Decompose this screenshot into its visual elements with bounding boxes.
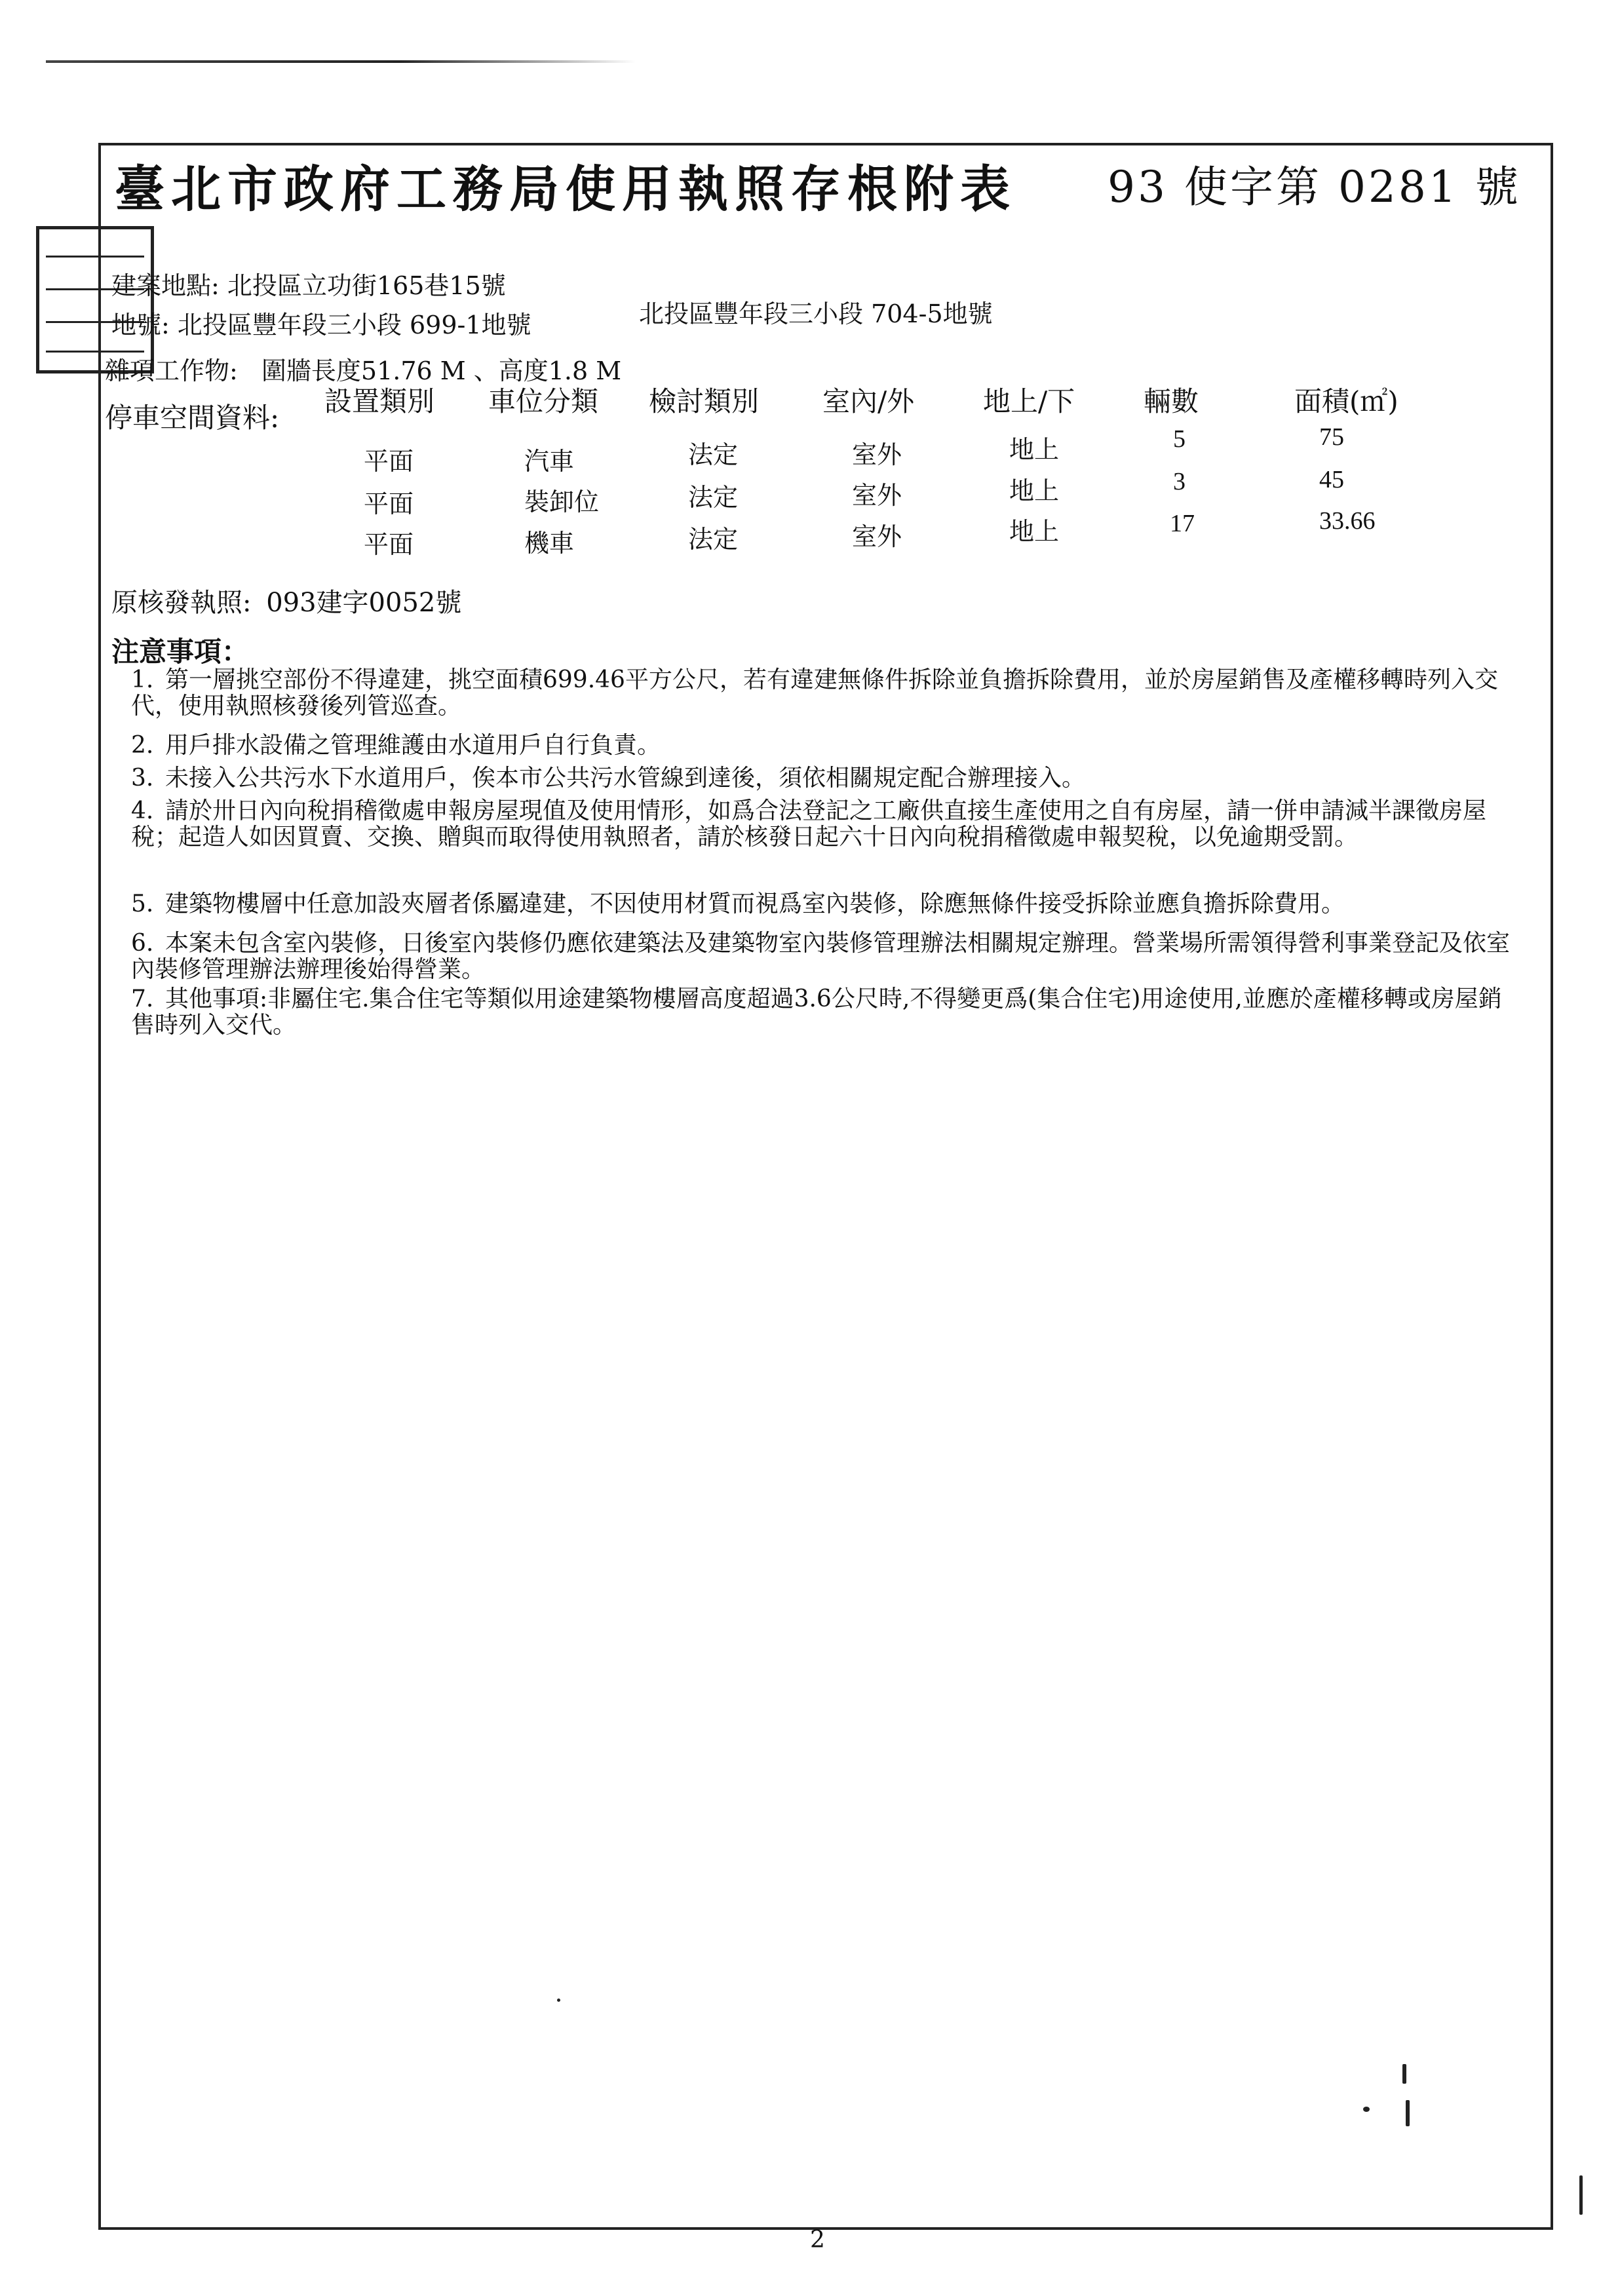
note-text: 未接入公共污水下水道用戶，俟本市公共污水管線到達後，須依相關規定配合辦理接入。 <box>165 765 1086 792</box>
misc-value: 圍牆長度51.76 M 、高度1.8 M <box>261 356 622 385</box>
parking-cell: 裝卸位 <box>524 488 600 516</box>
parking-cell: 平面 <box>364 530 414 559</box>
parking-header-indoor-outdoor: 室內/外 <box>822 385 915 417</box>
parking-cell: 5 <box>1173 425 1186 453</box>
notes-title: 注意事項： <box>111 636 250 668</box>
parking-cell: 3 <box>1173 468 1186 495</box>
parking-cell: 法定 <box>688 483 739 512</box>
parking-cell: 室外 <box>852 522 902 551</box>
note-item <box>131 930 1514 983</box>
scan-speck <box>1579 2175 1583 2215</box>
scan-speck <box>1406 2100 1410 2126</box>
original-permit-value: 093建字0052號 <box>266 588 462 618</box>
note-text: 建築物樓層中任意加設夾層者係屬違建，不因使用材質而視爲室內裝修，除應無條件接受拆除並應負擔拆除費用。 <box>165 890 1345 917</box>
scan-speck <box>557 1999 560 2002</box>
parking-header-review: 檢討類別 <box>649 385 760 417</box>
parking-cell: 平面 <box>364 447 414 476</box>
parking-cell: 17 <box>1170 510 1195 537</box>
parking-cell: 45 <box>1319 466 1344 493</box>
note-item <box>131 891 1514 917</box>
parking-label: 停車空間資料: <box>105 402 280 434</box>
parking-cell: 75 <box>1319 423 1344 451</box>
note-number: 4. <box>131 797 154 824</box>
lot-value-2: 北投區豐年段三小段 704-5地號 <box>639 299 993 328</box>
note-item <box>131 765 1514 792</box>
lot-value-1: 北投區豐年段三小段 699-1地號 <box>177 311 531 339</box>
parking-header-category: 車位分類 <box>488 385 599 417</box>
parking-cell: 平面 <box>364 489 414 518</box>
page-number: 2 <box>810 2227 825 2253</box>
original-permit-line <box>111 582 461 619</box>
note-text: 用戶排水設備之管理維護由水道用戶自行負責。 <box>165 732 661 759</box>
note-number: 1. <box>131 666 154 693</box>
note-item <box>131 798 1514 851</box>
note-text: 本案未包含室內裝修，日後室內裝修仍應依建築法及建築物室內裝修管理辦法相關規定辦理。營業場所需領得營利事業登記及依室內裝修管理辦法辦理後始得營業。 <box>131 930 1511 983</box>
address-value: 北投區立功街165巷15號 <box>227 271 506 300</box>
note-number: 6. <box>131 930 154 957</box>
parking-cell: 33.66 <box>1319 507 1376 535</box>
lot-line <box>111 305 531 341</box>
note-text: 第一層挑空部份不得違建，挑空面積699.46平方公尺，若有違建無條件拆除並負擔拆除費用，並於房屋銷售及產權移轉時列入交代，使用執照核發後列管巡查。 <box>131 666 1498 719</box>
scan-speck <box>1402 2064 1406 2084</box>
address-label: 建案地點: <box>111 271 220 300</box>
document-border <box>98 143 1553 2230</box>
permit-number: 93 使字第 0281 號 <box>1108 162 1521 212</box>
parking-header-type: 設置類別 <box>324 385 435 417</box>
note-number: 3. <box>131 765 154 792</box>
scan-speck <box>1363 2107 1370 2112</box>
page-title: 臺北市政府工務局使用執照存根附表 <box>115 160 1016 218</box>
parking-cell: 法定 <box>688 525 739 554</box>
lot-label: 地號: <box>111 311 170 339</box>
parking-cell: 法定 <box>688 440 739 469</box>
parking-cell: 室外 <box>852 440 902 469</box>
parking-cell: 機車 <box>524 529 575 558</box>
parking-cell: 室外 <box>852 481 902 510</box>
parking-cell: 地上 <box>1009 517 1060 546</box>
parking-header-area: 面積(㎡) <box>1294 385 1398 417</box>
parking-header-above-below: 地上/下 <box>983 385 1075 417</box>
parking-cell: 地上 <box>1009 476 1060 505</box>
misc-label: 雜項工作物: <box>105 356 238 385</box>
address-line <box>111 265 506 301</box>
note-item <box>131 667 1514 719</box>
note-text: 請於卅日內向稅捐稽徵處申報房屋現值及使用情形，如爲合法登記之工廠供直接生產使用之自有房屋，請一併申請減半課徵房屋稅；起造人如因買賣、交換、贈與而取得使用執照者，請於核發日起六十日內向稅捐稽徵處申報契稅，以免逾期受罰。 <box>131 797 1487 851</box>
note-number: 7. <box>131 985 154 1012</box>
original-permit-label: 原核發執照: <box>111 588 252 618</box>
note-item <box>131 733 1514 759</box>
note-number: 2. <box>131 732 154 759</box>
parking-cell: 地上 <box>1009 435 1060 464</box>
parking-cell: 汽車 <box>524 447 575 476</box>
scan-artifact-line <box>46 60 636 63</box>
parking-header-count: 輛數 <box>1144 385 1199 417</box>
note-number: 5. <box>131 890 154 917</box>
note-text: 其他事項:非屬住宅.集合住宅等類似用途建築物樓層高度超過3.6公尺時,不得變更爲(集合住宅)用途使用,並應於產權移轉或房屋銷售時列入交代。 <box>131 985 1502 1039</box>
note-item <box>131 986 1514 1039</box>
